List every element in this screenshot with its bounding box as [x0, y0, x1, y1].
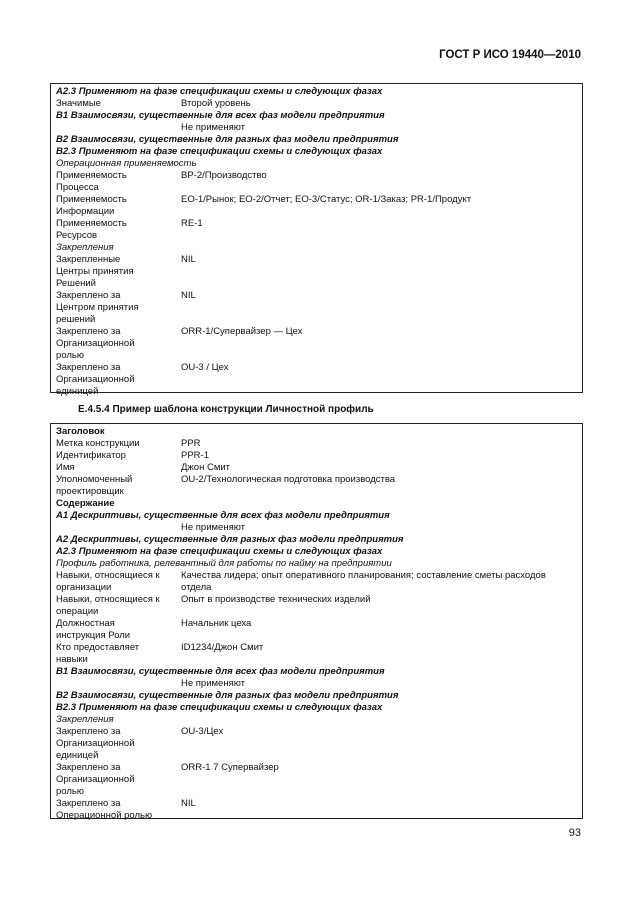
field-key: Метка конструкции [56, 438, 140, 449]
field-key: Закреплено за Организационной единицей [56, 726, 135, 761]
field-value: ВР-2/Производство [181, 170, 267, 181]
field-value: ID1234/Джон Смит [181, 642, 264, 653]
not-applied-text: Не применяют [181, 678, 245, 689]
field-row [56, 326, 577, 362]
field-row [56, 642, 577, 666]
field-row [56, 450, 577, 462]
field-value: PPR [181, 438, 201, 449]
field-row [56, 462, 577, 474]
template-box-continued [50, 83, 583, 397]
field-key: Имя [56, 462, 75, 473]
field-value: ORR-1/Супервайзер — Цех [181, 326, 303, 337]
field-key: Закреплено за Организационной ролью [56, 326, 135, 361]
field-row [56, 254, 577, 290]
section-caption: Е.4.5.4 Пример шаблона конструкции Личностной профиль [78, 404, 374, 415]
field-row [56, 362, 577, 398]
section-heading: Содержание [56, 498, 115, 509]
not-applied-text: Не применяют [181, 122, 245, 133]
subsection-heading: Закрепления [56, 714, 114, 725]
field-row [56, 170, 577, 194]
section-heading: А2 Дескриптивы, существенные для разных фаз модели предприятия [56, 534, 404, 545]
template-box-personal-profile [50, 423, 583, 819]
page-number: 93 [568, 827, 581, 839]
field-key: Навыки, относящиеся к операции [56, 594, 160, 617]
field-value: OU-3 / Цех [181, 362, 229, 373]
field-key: Закреплено за Организационной ролью [56, 762, 135, 797]
field-row [56, 438, 577, 450]
field-value: Качества лидера; опыт оперативного планирования; составление сметы расходов отдела [181, 570, 546, 593]
field-value: Второй уровень [181, 98, 251, 109]
field-key: Идентификатор [56, 450, 126, 461]
not-applied-text: Не применяют [181, 522, 245, 533]
field-row [56, 594, 577, 618]
field-key: Уполномоченный проектировщик [56, 474, 133, 497]
subsection-heading: Операционная применяемость [56, 158, 197, 169]
field-row [56, 726, 577, 762]
section-heading: В1 Взаимосвязи, существенные для всех фаз модели предприятия [56, 110, 385, 121]
section-heading: В2.3 Применяют на фазе спецификации схемы и следующих фазах [56, 702, 383, 713]
field-row [56, 474, 577, 498]
field-value: OU-2/Технологическая подготовка производства [181, 474, 396, 485]
field-row [56, 218, 577, 242]
field-value: Опыт в производстве технических изделий [181, 594, 371, 605]
field-key: Должностная инструкция Роли [56, 618, 131, 641]
field-value: ORR-1 7 Супервайзер [181, 762, 279, 773]
field-key: Кто предоставляет навыки [56, 642, 140, 665]
field-row [56, 194, 577, 218]
field-row [56, 762, 577, 798]
section-heading: В2 Взаимосвязи, существенные для разных фаз модели предприятия [56, 134, 399, 145]
field-row [56, 570, 577, 594]
field-key: Применяемость Процесса [56, 170, 127, 193]
field-key: Закреплено за Операционной ролью [56, 798, 153, 821]
section-heading: А1 Дескриптивы, существенные для всех фаз модели предприятия [56, 510, 390, 521]
field-key: Закреплено за Центром принятия решений [56, 290, 139, 325]
section-heading: В2.3 Применяют на фазе спецификации схемы и следующих фазах [56, 146, 383, 157]
field-value: NIL [181, 290, 196, 301]
field-key: Применяемость Ресурсов [56, 218, 127, 241]
section-heading: В1 Взаимосвязи, существенные для всех фаз модели предприятия [56, 666, 385, 677]
section-heading: Заголовок [56, 426, 105, 437]
field-key: Закреплено за Организационной единицей [56, 362, 135, 397]
document-header: ГОСТ Р ИСО 19440—2010 [439, 49, 581, 61]
section-heading: А2.3 Применяют на фазе спецификации схемы и следующих фазах [56, 86, 383, 97]
field-value: Джон Смит [181, 462, 231, 473]
field-value: Начальник цеха [181, 618, 252, 629]
section-heading: В2 Взаимосвязи, существенные для разных фаз модели предприятия [56, 690, 399, 701]
subsection-heading: Профиль работника, релевантный для работы по найму на предприятии [56, 558, 392, 569]
field-key: Значимые [56, 98, 101, 109]
section-heading: А2.3 Применяют на фазе спецификации схемы и следующих фазах [56, 546, 383, 557]
field-value: NIL [181, 798, 196, 809]
field-row [56, 618, 577, 642]
field-value: PPR-1 [181, 450, 209, 461]
field-key: Применяемость Информации [56, 194, 127, 217]
field-value: OU-3/Цех [181, 726, 224, 737]
subsection-heading: Закрепления [56, 242, 114, 253]
field-value: ЕО-1/Рынок; ЕО-2/Отчет; ЕО-3/Статус; OR-1/Заказ; PR-1/Продукт [181, 194, 472, 205]
field-row [56, 798, 577, 822]
field-row [56, 290, 577, 326]
field-value: RE-1 [181, 218, 203, 229]
field-row [56, 98, 577, 110]
field-key: Навыки, относящиеся к организации [56, 570, 160, 593]
field-value: NIL [181, 254, 196, 265]
field-key: Закрепленные Центры принятия Решений [56, 254, 134, 289]
